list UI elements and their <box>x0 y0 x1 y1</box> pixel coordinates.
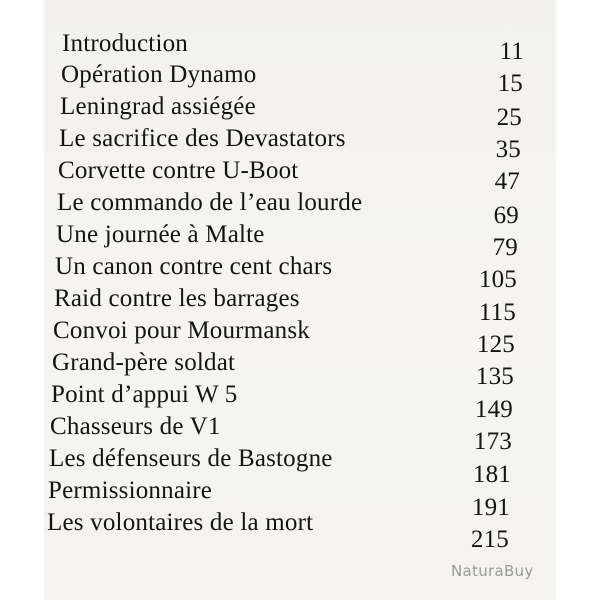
toc-entry-title: Chasseurs de V1 <box>50 413 221 440</box>
toc-entry-page: 25 <box>496 104 522 131</box>
toc-entry-title: Permissionnaire <box>48 477 213 504</box>
toc-entry-page: 149 <box>474 396 513 423</box>
watermark-logo: NaturaBuy <box>451 562 534 580</box>
toc-entry-title: Raid contre les barrages <box>54 285 300 312</box>
toc-entry-title: Le sacrifice des Devastators <box>59 125 346 152</box>
toc-entry-title: Une journée à Malte <box>56 221 265 248</box>
toc-entry-title: Le commando de l’eau lourde <box>57 189 363 216</box>
toc-entry-page: 47 <box>494 168 520 195</box>
toc-entry-title: Grand-père soldat <box>52 349 236 376</box>
toc-entry-page: 11 <box>499 38 524 65</box>
toc-entry-page: 215 <box>470 526 509 553</box>
toc-entry-title: Point d’appui W 5 <box>51 381 238 408</box>
toc-entry-page: 135 <box>475 363 514 390</box>
toc-entry-page: 125 <box>476 331 515 358</box>
toc-entry-page: 79 <box>492 234 518 261</box>
toc-entry-title: Corvette contre U-Boot <box>58 157 299 184</box>
toc-entry-title: Les défenseurs de Bastogne <box>49 445 333 472</box>
toc-entry-page: 115 <box>478 299 516 326</box>
toc-entry-page: 191 <box>471 494 510 521</box>
toc-entry-title: Un canon contre cent chars <box>55 253 333 280</box>
toc-entry-title: Les volontaires de la mort <box>47 509 314 536</box>
toc-entry-title: Convoi pour Mourmansk <box>53 317 310 344</box>
toc-entry-page: 15 <box>497 70 523 97</box>
toc-entry-page: 105 <box>478 266 517 293</box>
toc-entry-title: Opération Dynamo <box>61 61 257 88</box>
toc-entry-page: 35 <box>495 136 521 163</box>
toc-entry-title: Introduction <box>62 30 188 57</box>
toc-entry-title: Leningrad assiégée <box>60 93 256 120</box>
toc-entry-page: 69 <box>493 202 519 229</box>
toc-entry-page: 181 <box>472 461 511 488</box>
toc-entry-page: 173 <box>473 428 512 455</box>
